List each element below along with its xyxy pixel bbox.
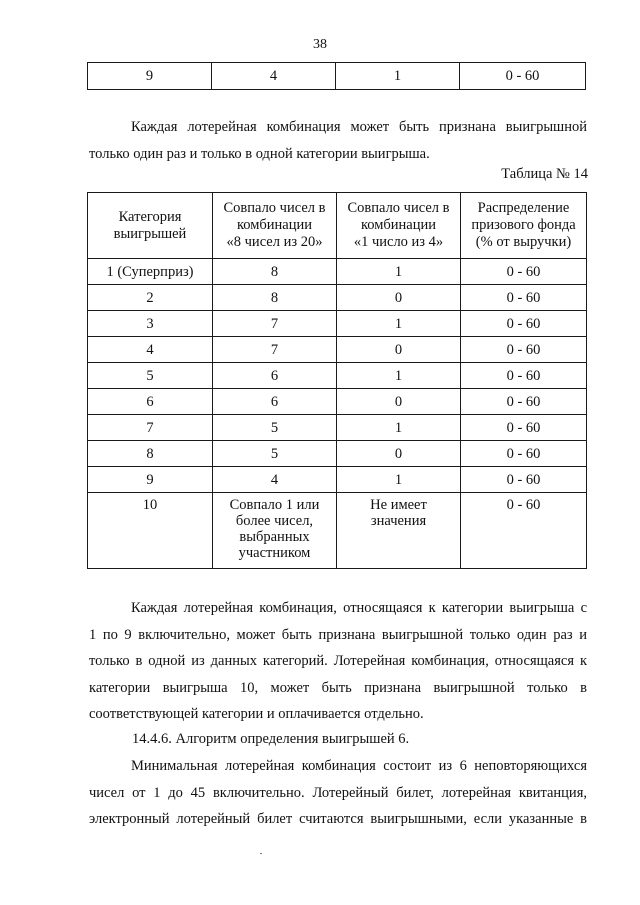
table-cell: 0 - 60 [461, 389, 587, 415]
table-cell: 0 - 60 [461, 337, 587, 363]
cell-line: Совпало 1 или [229, 497, 320, 513]
cell-line: выбранных [239, 529, 310, 545]
table-cell: 0 - 60 [461, 311, 587, 337]
header-line: Категория [118, 208, 182, 225]
table-row [88, 493, 587, 569]
table-cell: 1 [337, 259, 461, 285]
paragraph-line: соответствующей категории и оплачивается отдельно. [89, 706, 424, 722]
table-cell: 2 [88, 285, 213, 311]
table-cell: 0 - 60 [460, 63, 586, 90]
paragraph-line: категории выигрыша 10, может быть признана выигрышной только в [89, 679, 587, 696]
table-cell: 6 [213, 389, 337, 415]
table-row [88, 467, 587, 493]
table-cell: 10 [88, 493, 213, 569]
table-row [88, 63, 586, 90]
paragraph-line: 1 по 9 включительно, может быть признана выигрышной только один раз и [89, 626, 587, 643]
table-cell: 4 [212, 63, 336, 90]
table-cell: 8 [213, 259, 337, 285]
table-row [88, 311, 587, 337]
paragraph-line: Каждая лотерейная комбинация, относящаяся к категории выигрыша с [131, 600, 587, 616]
table-cell: 7 [88, 415, 213, 441]
table-cell: 7 [213, 337, 337, 363]
paragraph-line: электронный лотерейный билет считаются выигрышными, если указанные в [89, 811, 587, 827]
table-cell: 1 [337, 363, 461, 389]
paragraph-line: только в одной из данных категорий. Лотерейная комбинация, относящаяся к [89, 653, 587, 669]
table-cell: 1 [337, 311, 461, 337]
paragraph-one-win-rule [89, 114, 587, 167]
table-cell: 0 - 60 [461, 259, 587, 285]
paragraph-line: Минимальная лотерейная комбинация состоит из 6 неповторяющихся [131, 758, 587, 774]
prize-category-table [87, 192, 587, 569]
table-row [88, 259, 587, 285]
table-cell [213, 493, 337, 569]
table-header-row [88, 193, 587, 259]
cell-line: участником [238, 545, 311, 561]
table-cell: 0 - 60 [461, 285, 587, 311]
table-cell: 5 [88, 363, 213, 389]
table-cell: 9 [88, 467, 213, 493]
table-cell: 6 [213, 363, 337, 389]
table-cell: 1 [336, 63, 460, 90]
table-row [88, 363, 587, 389]
column-header-category [88, 193, 213, 259]
header-line: комбинации [360, 217, 437, 233]
header-line: выигрышей [113, 225, 187, 242]
table-cell: 0 - 60 [461, 467, 587, 493]
header-line: «8 чисел из 20» [226, 234, 323, 250]
table-cell: 0 - 60 [461, 441, 587, 467]
table-caption: Таблица № 14 [501, 166, 588, 182]
table-cell: 6 [88, 389, 213, 415]
header-line: Совпало чисел в [347, 200, 450, 216]
table-cell: 0 - 60 [461, 415, 587, 441]
header-line: Совпало чисел в [223, 200, 326, 216]
table-row [88, 389, 587, 415]
paragraph-category-rules [89, 595, 587, 728]
table-cell [337, 493, 461, 569]
paragraph-minimal-combination [89, 753, 587, 833]
paragraph-line: только один раз и только в одной категории выигрыша. [89, 145, 430, 162]
table-cell: 5 [213, 415, 337, 441]
table-cell: 0 - 60 [461, 493, 587, 569]
table-cell: 1 [337, 467, 461, 493]
header-line: призового фонда [471, 217, 576, 233]
table-cell: 4 [213, 467, 337, 493]
page-number: 38 [313, 37, 327, 52]
table-cell: 3 [88, 311, 213, 337]
table-row [88, 415, 587, 441]
table-cell: 1 [337, 415, 461, 441]
paragraph-line: Каждая лотерейная комбинация может быть признана выигрышной [131, 119, 587, 135]
header-line: Распределение [477, 200, 570, 216]
header-line: комбинации [236, 217, 313, 233]
table-cell: 7 [213, 311, 337, 337]
header-line: «1 число из 4» [353, 234, 444, 250]
table-row [88, 441, 587, 467]
paragraph-line: чисел от 1 до 45 включительно. Лотерейный билет, лотерейная квитанция, [89, 784, 587, 801]
column-header-matched-1-of-4 [337, 193, 461, 259]
table-cell: 4 [88, 337, 213, 363]
column-header-prize-fund [461, 193, 587, 259]
header-line: (% от выручки) [475, 234, 572, 250]
table-cell: 0 [337, 441, 461, 467]
scan-artifact [260, 853, 262, 854]
cell-line: Не имеет [370, 497, 427, 513]
table-cell: 0 [337, 389, 461, 415]
table-cell: 0 - 60 [461, 363, 587, 389]
continued-table-row [87, 62, 586, 90]
table-cell: 0 [337, 285, 461, 311]
table-cell: 9 [88, 63, 212, 90]
section-heading: 14.4.6. Алгоритм определения выигрышей 6. [132, 731, 410, 747]
table-row [88, 285, 587, 311]
cell-line: более чисел, [235, 513, 314, 529]
column-header-matched-8-of-20 [213, 193, 337, 259]
table-cell: 8 [88, 441, 213, 467]
table-cell: 1 (Суперприз) [88, 259, 213, 285]
table-row [88, 337, 587, 363]
table-cell: 8 [213, 285, 337, 311]
table-cell: 0 [337, 337, 461, 363]
table-cell: 5 [213, 441, 337, 467]
cell-line: значения [370, 513, 427, 529]
